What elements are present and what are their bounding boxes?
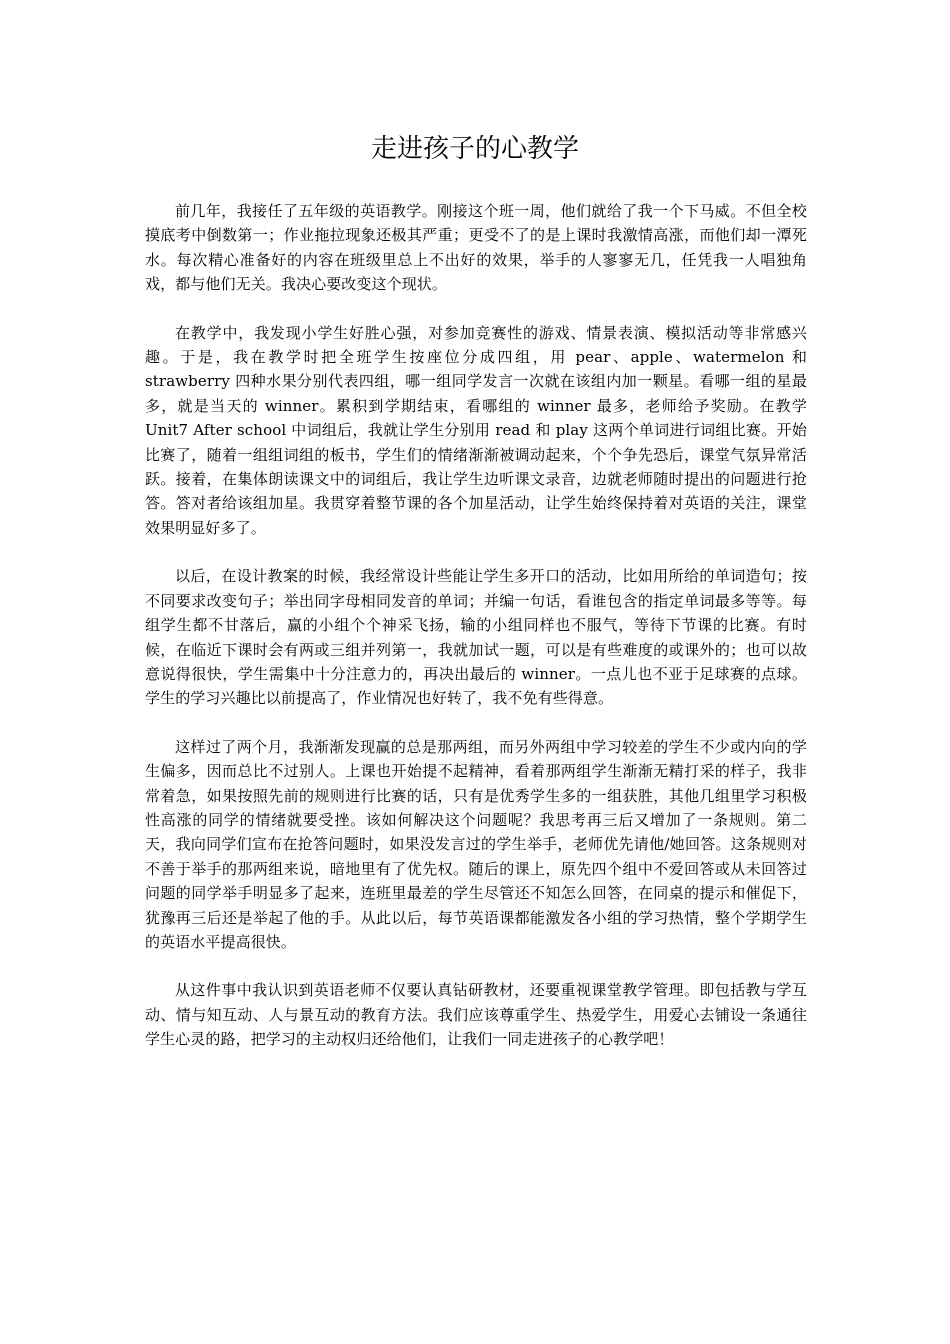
paragraph: 从这件事中我认识到英语老师不仅要认真钻研教材，还要重视课堂教学管理。即包括教与学互动、情与知互动、人与景互动的教育方法。我们应该尊重学生、热爱学生，用爱心去铺设一条通往学生心灵的路，把学习的主动权归还给他们，让我们一同走进孩子的心教学吧！ bbox=[145, 981, 807, 1049]
document-title: 走进孩子的心教学 bbox=[370, 134, 579, 164]
paragraph: 在教学中，我发现小学生好胜心强，对参加竞赛性的游戏、情景表演、模拟活动等非常感兴趣。于是，我在教学时把全班学生按座位分成四组，用 pear、apple、watermelon 和 strawberry 四种水果分别代表四组，哪一组同学发言一次就在该组内加一颗星。看哪一组的星最多，就是当天的 winner。累积到学期结束，看哪组的 winner 最多，老师给予奖励。在教学 Unit7 After school 中词组后，我就让学生分别用 read 和 play 这两个单词进行词组比赛。开始比赛了，随着一组组词组的板书，学生们的情绪渐渐被调动起来，个个争先恐后，课堂气氛异常活跃。接着，在集体朗读课文中的词组后，我让学生边听课文录音，边就老师随时提出的问题进行抢答。答对者给该组加星。我贯穿着整节课的各个加星活动，让学生始终保持着对英语的关注，课堂效果明显好多了。 bbox=[145, 323, 807, 537]
paragraph: 前几年，我接任了五年级的英语教学。刚接这个班一周，他们就给了我一个下马威。不但全校摸底考中倒数第一；作业拖拉现象还极其严重；更受不了的是上课时我激情高涨，而他们却一潭死水。每次精心准备好的内容在班级里总上不出好的效果，举手的人寥寥无几，任凭我一人唱独角戏，都与他们无关。我决心要改变这个现状。 bbox=[145, 202, 807, 294]
paragraph: 这样过了两个月，我渐渐发现赢的总是那两组，而另外两组中学习较差的学生不少或内向的学生偏多，因而总比不过别人。上课也开始提不起精神，看着那两组学生渐渐无精打采的样子，我非常着急，如果按照先前的规则进行比赛的话，只有是优秀学生多的一组获胜，其他几组里学习积极性高涨的同学的情绪就要受挫。该如何解决这个问题呢？我思考再三后又增加了一条规则。第二天，我向同学们宣布在抢答问题时，如果没发言过的学生举手，老师优先请他/她回答。这条规则对不善于举手的那两组来说，暗地里有了优先权。随后的课上，原先四个组中不爱回答或从未回答过问题的同学举手明显多了起来，连班里最差的学生尽管还不知怎么回答，在同桌的提示和催促下，犹豫再三后还是举起了他的手。从此以后，每节英语课都能激发各小组的学习热情，整个学期学生的英语水平提高很快。 bbox=[145, 737, 807, 951]
document-body bbox=[145, 199, 807, 1076]
paragraph: 以后，在设计教案的时候，我经常设计些能让学生多开口的活动，比如用所给的单词造句；按不同要求改变句子；举出同字母相同发音的单词；并编一句话，看谁包含的指定单词最多等等。每组学生都不甘落后，赢的小组个个神采飞扬，输的小组同样也不服气，等待下节课的比赛。有时候，在临近下课时会有两或三组并列第一，我就加试一题，可以是有些难度的或课外的；也可以故意说得很快，学生需集中十分注意力的，再决出最后的 winner。一点儿也不亚于足球赛的点球。学生的学习兴趣比以前提高了，作业情况也好转了，我不免有些得意。 bbox=[145, 567, 807, 708]
